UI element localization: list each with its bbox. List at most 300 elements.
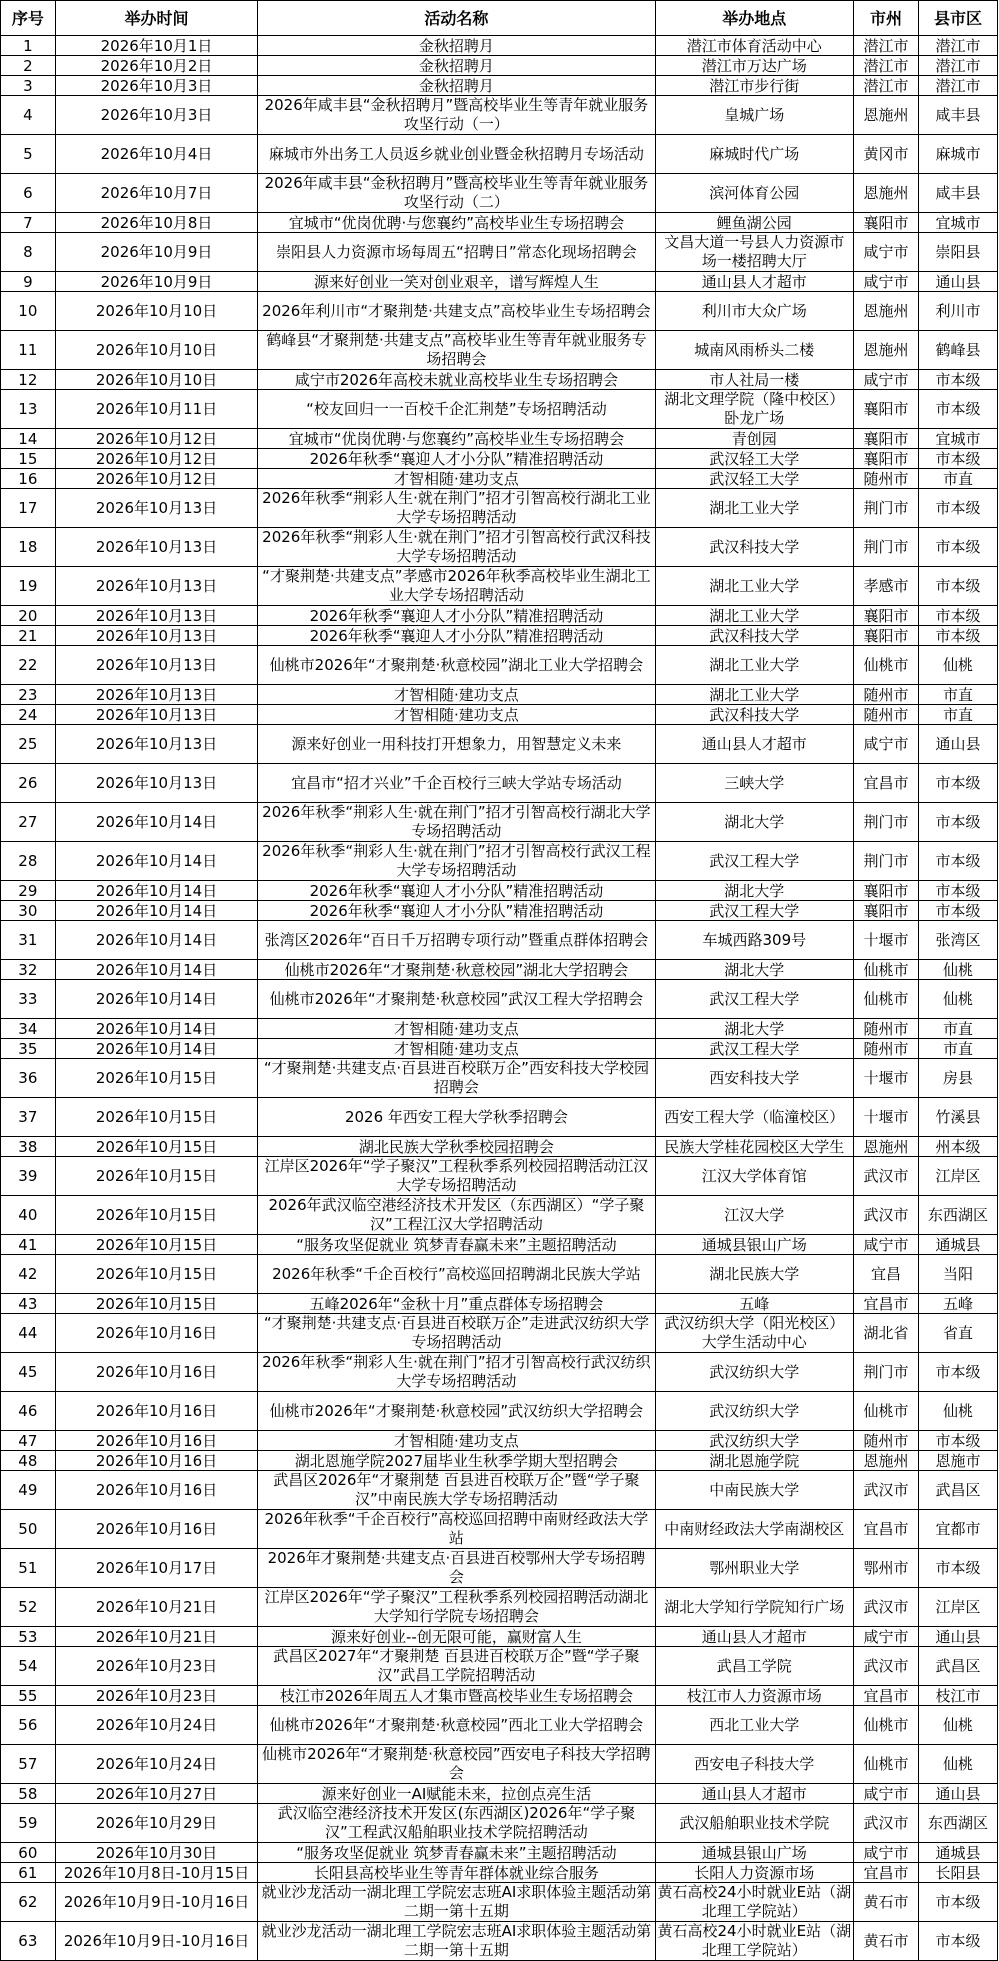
cell-district: 市本级 xyxy=(918,842,997,881)
cell-index: 13 xyxy=(1,390,56,429)
cell-event-name: 2026年利川市“才聚荆楚·共建支点”高校毕业生专场招聘会 xyxy=(258,292,655,331)
cell-district: 通城县 xyxy=(918,1843,997,1863)
cell-index: 32 xyxy=(1,960,56,980)
table-row xyxy=(1,1235,998,1255)
cell-index: 38 xyxy=(1,1137,56,1157)
cell-event-name: 就业沙龙活动一湖北理工学院宏志班AI求职体验主题活动第二期一第十五期 xyxy=(258,1922,655,1961)
cell-event-name: 源来好创业一笑对创业艰辛，谱写辉煌人生 xyxy=(258,272,655,292)
cell-index: 52 xyxy=(1,1588,56,1627)
cell-index: 5 xyxy=(1,135,56,174)
cell-city: 武汉市 xyxy=(854,1647,919,1686)
cell-city: 宜昌市 xyxy=(854,1686,919,1706)
cell-time: 2026年10月2日 xyxy=(55,56,258,76)
table-row xyxy=(1,96,998,135)
cell-venue: 三峡大学 xyxy=(655,764,854,803)
table-row xyxy=(1,76,998,96)
cell-time: 2026年10月7日 xyxy=(55,174,258,213)
table-row xyxy=(1,272,998,292)
cell-venue: 通山县人才超市 xyxy=(655,1784,854,1804)
cell-index: 62 xyxy=(1,1883,56,1922)
cell-index: 3 xyxy=(1,76,56,96)
cell-time: 2026年10月11日 xyxy=(55,390,258,429)
cell-venue: 武汉纺织大学 xyxy=(655,1353,854,1392)
cell-district: 市直 xyxy=(918,685,997,705)
table-row xyxy=(1,1922,998,1961)
cell-index: 33 xyxy=(1,980,56,1019)
cell-event-name: 2026年秋季“荆彩人生·就在荆门”招才引智高校行湖北大学专场招聘活动 xyxy=(258,803,655,842)
cell-city: 潜江市 xyxy=(854,56,919,76)
cell-city: 咸宁市 xyxy=(854,1235,919,1255)
cell-city: 荆门市 xyxy=(854,842,919,881)
cell-time: 2026年10月15日 xyxy=(55,1059,258,1098)
cell-index: 1 xyxy=(1,36,56,56)
cell-event-name: 仙桃市2026年“才聚荆楚·秋意校园”西北工业大学招聘会 xyxy=(258,1706,655,1745)
cell-district: 崇阳县 xyxy=(918,233,997,272)
cell-district: 武昌区 xyxy=(918,1647,997,1686)
cell-event-name: 宜昌市“招才兴业”千企百校行三峡大学站专场活动 xyxy=(258,764,655,803)
cell-index: 43 xyxy=(1,1294,56,1314)
cell-index: 55 xyxy=(1,1686,56,1706)
cell-event-name: 武昌区2027年“才聚荆楚 百县进百校联万企”暨“学子聚汉”武昌工学院招聘活动 xyxy=(258,1647,655,1686)
cell-event-name: 仙桃市2026年“才聚荆楚·秋意校园”湖北大学招聘会 xyxy=(258,960,655,980)
cell-venue: 车城西路309号 xyxy=(655,921,854,960)
cell-district: 张湾区 xyxy=(918,921,997,960)
cell-index: 49 xyxy=(1,1471,56,1510)
cell-district: 鹤峰县 xyxy=(918,331,997,370)
cell-time: 2026年10月9日 xyxy=(55,272,258,292)
cell-district: 五峰 xyxy=(918,1294,997,1314)
table-row xyxy=(1,1353,998,1392)
cell-district: 市本级 xyxy=(918,567,997,606)
cell-event-name: 2026年才聚荆楚·共建支点·百县进百校鄂州大学专场招聘会 xyxy=(258,1549,655,1588)
cell-time: 2026年10月15日 xyxy=(55,1137,258,1157)
cell-time: 2026年10月13日 xyxy=(55,489,258,528)
cell-venue: 武汉科技大学 xyxy=(655,705,854,725)
cell-district: 市本级 xyxy=(918,1353,997,1392)
cell-event-name: 湖北民族大学秋季校园招聘会 xyxy=(258,1137,655,1157)
cell-event-name: 仙桃市2026年“才聚荆楚·秋意校园”湖北工业大学招聘会 xyxy=(258,646,655,685)
cell-venue: 湖北大学知行学院知行广场 xyxy=(655,1588,854,1627)
table-row xyxy=(1,1627,998,1647)
cell-event-name: 源来好创业一AI赋能未来，拉创点亮生活 xyxy=(258,1784,655,1804)
cell-city: 恩施州 xyxy=(854,292,919,331)
cell-time: 2026年10月13日 xyxy=(55,764,258,803)
cell-time: 2026年10月30日 xyxy=(55,1843,258,1863)
table-row xyxy=(1,331,998,370)
cell-city: 襄阳市 xyxy=(854,429,919,449)
cell-event-name: 才智相随·建功支点 xyxy=(258,705,655,725)
cell-district: 江岸区 xyxy=(918,1157,997,1196)
cell-index: 28 xyxy=(1,842,56,881)
cell-venue: 西安工程大学（临潼校区） xyxy=(655,1098,854,1137)
cell-venue: 通山县人才超市 xyxy=(655,1627,854,1647)
cell-index: 29 xyxy=(1,881,56,901)
cell-time: 2026年10月1日 xyxy=(55,36,258,56)
cell-index: 58 xyxy=(1,1784,56,1804)
table-row xyxy=(1,1588,998,1627)
cell-city: 潜江市 xyxy=(854,36,919,56)
cell-district: 州本级 xyxy=(918,1137,997,1157)
cell-index: 56 xyxy=(1,1706,56,1745)
cell-venue: 枝江市人力资源市场 xyxy=(655,1686,854,1706)
cell-time: 2026年10月13日 xyxy=(55,685,258,705)
cell-index: 17 xyxy=(1,489,56,528)
cell-event-name: 武昌区2026年“才聚荆楚 百县进百校联万企”暨“学子聚汉”中南民族大学专场招聘活动 xyxy=(258,1471,655,1510)
table-row xyxy=(1,1431,998,1451)
cell-city: 襄阳市 xyxy=(854,626,919,646)
table-row xyxy=(1,370,998,390)
cell-time: 2026年10月8日-10月15日 xyxy=(55,1863,258,1883)
cell-district: 利川市 xyxy=(918,292,997,331)
cell-event-name: 麻城市外出务工人员返乡就业创业暨金秋招聘月专场活动 xyxy=(258,135,655,174)
cell-time: 2026年10月12日 xyxy=(55,449,258,469)
cell-district: 仙桃 xyxy=(918,1745,997,1784)
cell-index: 39 xyxy=(1,1157,56,1196)
cell-event-name: 江岸区2026年“学子聚汉”工程秋季系列校园招聘活动湖北大学知行学院专场招聘会 xyxy=(258,1588,655,1627)
cell-city: 仙桃市 xyxy=(854,1392,919,1431)
cell-city: 咸宁市 xyxy=(854,1843,919,1863)
cell-city: 仙桃市 xyxy=(854,1706,919,1745)
cell-district: 市本级 xyxy=(918,1431,997,1451)
table-row xyxy=(1,1883,998,1922)
table-row xyxy=(1,528,998,567)
cell-venue: 潜江市万达广场 xyxy=(655,56,854,76)
cell-time: 2026年10月15日 xyxy=(55,1235,258,1255)
cell-index: 14 xyxy=(1,429,56,449)
cell-time: 2026年10月24日 xyxy=(55,1706,258,1745)
table-row xyxy=(1,1647,998,1686)
cell-venue: 湖北工业大学 xyxy=(655,606,854,626)
table-row xyxy=(1,1196,998,1235)
cell-time: 2026年10月17日 xyxy=(55,1549,258,1588)
cell-venue: 西安科技大学 xyxy=(655,1059,854,1098)
cell-city: 恩施州 xyxy=(854,1451,919,1471)
cell-index: 63 xyxy=(1,1922,56,1961)
cell-venue: 武汉工程大学 xyxy=(655,842,854,881)
cell-city: 仙桃市 xyxy=(854,980,919,1019)
table-row xyxy=(1,960,998,980)
cell-city: 恩施州 xyxy=(854,174,919,213)
cell-venue: 麻城时代广场 xyxy=(655,135,854,174)
cell-district: 通山县 xyxy=(918,1784,997,1804)
cell-district: 当阳 xyxy=(918,1255,997,1294)
cell-district: 咸丰县 xyxy=(918,174,997,213)
cell-event-name: 就业沙龙活动一湖北理工学院宏志班AI求职体验主题活动第二期一第十五期 xyxy=(258,1883,655,1922)
cell-event-name: “才聚荆楚·共建支点·百县进百校联万企”走进武汉纺织大学专场招聘活动 xyxy=(258,1314,655,1353)
cell-time: 2026年10月9日-10月16日 xyxy=(55,1883,258,1922)
cell-index: 4 xyxy=(1,96,56,135)
cell-event-name: 2026年秋季“襄迎人才小分队”精准招聘活动 xyxy=(258,881,655,901)
cell-venue: 利川市大众广场 xyxy=(655,292,854,331)
cell-index: 41 xyxy=(1,1235,56,1255)
table-row xyxy=(1,1098,998,1137)
table-row xyxy=(1,1510,998,1549)
cell-venue: 武汉轻工大学 xyxy=(655,469,854,489)
table-row xyxy=(1,1392,998,1431)
cell-time: 2026年10月14日 xyxy=(55,901,258,921)
cell-venue: 西北工业大学 xyxy=(655,1706,854,1745)
table-row xyxy=(1,1039,998,1059)
cell-time: 2026年10月21日 xyxy=(55,1588,258,1627)
cell-index: 19 xyxy=(1,567,56,606)
cell-time: 2026年10月10日 xyxy=(55,292,258,331)
cell-event-name: 2026年秋季“千企百校行”高校巡回招聘湖北民族大学站 xyxy=(258,1255,655,1294)
cell-time: 2026年10月13日 xyxy=(55,567,258,606)
cell-venue: 湖北工业大学 xyxy=(655,646,854,685)
cell-time: 2026年10月16日 xyxy=(55,1510,258,1549)
cell-venue: 湖北文理学院（隆中校区）卧龙广场 xyxy=(655,390,854,429)
cell-event-name: 才智相随·建功支点 xyxy=(258,685,655,705)
cell-venue: 武汉纺织大学 xyxy=(655,1392,854,1431)
cell-city: 十堰市 xyxy=(854,1098,919,1137)
cell-venue: 湖北工业大学 xyxy=(655,489,854,528)
cell-district: 枝江市 xyxy=(918,1686,997,1706)
cell-event-name: 仙桃市2026年“才聚荆楚·秋意校园”西安电子科技大学招聘会 xyxy=(258,1745,655,1784)
table-row xyxy=(1,390,998,429)
cell-venue: 湖北工业大学 xyxy=(655,685,854,705)
cell-venue: 湖北民族大学 xyxy=(655,1255,854,1294)
cell-venue: 武昌工学院 xyxy=(655,1647,854,1686)
cell-venue: 湖北恩施学院 xyxy=(655,1451,854,1471)
table-row xyxy=(1,705,998,725)
cell-index: 24 xyxy=(1,705,56,725)
cell-district: 咸丰县 xyxy=(918,96,997,135)
cell-city: 仙桃市 xyxy=(854,960,919,980)
cell-venue: 湖北大学 xyxy=(655,960,854,980)
cell-event-name: 2026年咸丰县“金秋招聘月”暨高校毕业生等青年就业服务攻坚行动（一） xyxy=(258,96,655,135)
cell-time: 2026年10月14日 xyxy=(55,842,258,881)
header-event-name: 活动名称 xyxy=(258,1,655,36)
cell-index: 25 xyxy=(1,725,56,764)
table-row xyxy=(1,1294,998,1314)
cell-event-name: 源来好创业一用科技打开想象力，用智慧定义未来 xyxy=(258,725,655,764)
cell-district: 市本级 xyxy=(918,606,997,626)
cell-venue: 潜江市步行街 xyxy=(655,76,854,96)
table-row xyxy=(1,842,998,881)
cell-event-name: “校友回归一一百校千企汇荆楚”专场招聘活动 xyxy=(258,390,655,429)
cell-event-name: 2026年秋季“荆彩人生·就在荆门”招才引智高校行武汉工程大学专场招聘活动 xyxy=(258,842,655,881)
cell-district: 市直 xyxy=(918,1039,997,1059)
cell-city: 襄阳市 xyxy=(854,881,919,901)
cell-index: 50 xyxy=(1,1510,56,1549)
cell-time: 2026年10月16日 xyxy=(55,1471,258,1510)
cell-venue: 湖北大学 xyxy=(655,881,854,901)
cell-time: 2026年10月16日 xyxy=(55,1451,258,1471)
cell-index: 34 xyxy=(1,1019,56,1039)
cell-district: 市本级 xyxy=(918,881,997,901)
cell-index: 51 xyxy=(1,1549,56,1588)
cell-time: 2026年10月15日 xyxy=(55,1098,258,1137)
table-row xyxy=(1,56,998,76)
cell-event-name: 2026年秋季“襄迎人才小分队”精准招聘活动 xyxy=(258,606,655,626)
cell-city: 潜江市 xyxy=(854,76,919,96)
cell-venue: 湖北工业大学 xyxy=(655,567,854,606)
cell-index: 60 xyxy=(1,1843,56,1863)
cell-event-name: 长阳县高校毕业生等青年群体就业综合服务 xyxy=(258,1863,655,1883)
cell-city: 咸宁市 xyxy=(854,1784,919,1804)
cell-city: 荆门市 xyxy=(854,1353,919,1392)
cell-venue: 武汉工程大学 xyxy=(655,1039,854,1059)
cell-event-name: 五峰2026年“金秋十月”重点群体专场招聘会 xyxy=(258,1294,655,1314)
table-row xyxy=(1,921,998,960)
header-district: 县市区 xyxy=(918,1,997,36)
cell-time: 2026年10月10日 xyxy=(55,370,258,390)
table-row xyxy=(1,449,998,469)
table-row xyxy=(1,626,998,646)
cell-index: 45 xyxy=(1,1353,56,1392)
cell-district: 宜都市 xyxy=(918,1510,997,1549)
cell-district: 市本级 xyxy=(918,370,997,390)
cell-index: 8 xyxy=(1,233,56,272)
cell-city: 孝感市 xyxy=(854,567,919,606)
cell-venue: 武汉轻工大学 xyxy=(655,449,854,469)
cell-district: 宜城市 xyxy=(918,429,997,449)
cell-venue: 江汉大学 xyxy=(655,1196,854,1235)
cell-district: 市本级 xyxy=(918,803,997,842)
cell-time: 2026年10月16日 xyxy=(55,1431,258,1451)
cell-index: 54 xyxy=(1,1647,56,1686)
cell-event-name: 2026年秋季“襄迎人才小分队”精准招聘活动 xyxy=(258,901,655,921)
cell-time: 2026年10月21日 xyxy=(55,1627,258,1647)
cell-time: 2026年10月23日 xyxy=(55,1686,258,1706)
cell-time: 2026年10月14日 xyxy=(55,980,258,1019)
cell-index: 57 xyxy=(1,1745,56,1784)
cell-district: 市本级 xyxy=(918,1549,997,1588)
cell-venue: 滨河体育公园 xyxy=(655,174,854,213)
cell-district: 潜江市 xyxy=(918,36,997,56)
cell-event-name: 2026 年西安工程大学秋季招聘会 xyxy=(258,1098,655,1137)
cell-venue: 黄石高校24小时就业E站（湖北理工学院站） xyxy=(655,1922,854,1961)
cell-district: 仙桃 xyxy=(918,1392,997,1431)
table-row xyxy=(1,489,998,528)
cell-time: 2026年10月13日 xyxy=(55,606,258,626)
cell-index: 9 xyxy=(1,272,56,292)
cell-city: 随州市 xyxy=(854,469,919,489)
cell-venue: 武汉纺织大学 xyxy=(655,1431,854,1451)
cell-district: 江岸区 xyxy=(918,1588,997,1627)
cell-district: 东西湖区 xyxy=(918,1196,997,1235)
cell-time: 2026年10月27日 xyxy=(55,1784,258,1804)
table-row xyxy=(1,1451,998,1471)
cell-venue: 武汉科技大学 xyxy=(655,626,854,646)
table-row xyxy=(1,606,998,626)
cell-time: 2026年10月14日 xyxy=(55,1039,258,1059)
cell-index: 40 xyxy=(1,1196,56,1235)
cell-time: 2026年10月13日 xyxy=(55,626,258,646)
cell-venue: 城南风雨桥头二楼 xyxy=(655,331,854,370)
table-row xyxy=(1,1804,998,1843)
cell-time: 2026年10月16日 xyxy=(55,1392,258,1431)
cell-event-name: “服务攻坚促就业 筑梦青春赢未来”主题招聘活动 xyxy=(258,1235,655,1255)
table-row xyxy=(1,1784,998,1804)
cell-district: 仙桃 xyxy=(918,646,997,685)
cell-time: 2026年10月9日 xyxy=(55,233,258,272)
cell-district: 通山县 xyxy=(918,1627,997,1647)
table-row xyxy=(1,1059,998,1098)
cell-district: 省直 xyxy=(918,1314,997,1353)
cell-event-name: 湖北恩施学院2027届毕业生秋季学期大型招聘会 xyxy=(258,1451,655,1471)
header-row xyxy=(1,1,998,36)
table-row xyxy=(1,213,998,233)
table-row xyxy=(1,646,998,685)
cell-city: 襄阳市 xyxy=(854,390,919,429)
cell-city: 随州市 xyxy=(854,1019,919,1039)
cell-district: 仙桃 xyxy=(918,1706,997,1745)
cell-city: 荆门市 xyxy=(854,489,919,528)
cell-venue: 通山县人才超市 xyxy=(655,272,854,292)
cell-district: 市本级 xyxy=(918,489,997,528)
cell-city: 湖北省 xyxy=(854,1314,919,1353)
cell-district: 东西湖区 xyxy=(918,1804,997,1843)
cell-district: 宜城市 xyxy=(918,213,997,233)
cell-time: 2026年10月10日 xyxy=(55,331,258,370)
cell-city: 武汉市 xyxy=(854,1588,919,1627)
cell-city: 随州市 xyxy=(854,705,919,725)
cell-index: 47 xyxy=(1,1431,56,1451)
cell-time: 2026年10月15日 xyxy=(55,1294,258,1314)
header-city: 市州 xyxy=(854,1,919,36)
cell-event-name: 2026年秋季“荆彩人生·就在荆门”招才引智高校行武汉科技大学专场招聘活动 xyxy=(258,528,655,567)
table-row xyxy=(1,803,998,842)
header-time: 举办时间 xyxy=(55,1,258,36)
cell-time: 2026年10月24日 xyxy=(55,1745,258,1784)
cell-index: 61 xyxy=(1,1863,56,1883)
cell-time: 2026年10月14日 xyxy=(55,921,258,960)
cell-city: 荆门市 xyxy=(854,803,919,842)
cell-city: 襄阳市 xyxy=(854,449,919,469)
table-row xyxy=(1,1745,998,1784)
cell-time: 2026年10月9日-10月16日 xyxy=(55,1922,258,1961)
table-row xyxy=(1,1157,998,1196)
cell-time: 2026年10月23日 xyxy=(55,1647,258,1686)
cell-venue: 青创园 xyxy=(655,429,854,449)
table-row xyxy=(1,1255,998,1294)
cell-index: 26 xyxy=(1,764,56,803)
cell-event-name: 源来好创业--创无限可能，赢财富人生 xyxy=(258,1627,655,1647)
cell-district: 潜江市 xyxy=(918,76,997,96)
cell-index: 20 xyxy=(1,606,56,626)
cell-event-name: “才聚荆楚·共建支点·百县进百校联万企”西安科技大学校园招聘会 xyxy=(258,1059,655,1098)
cell-time: 2026年10月12日 xyxy=(55,469,258,489)
cell-venue: 武汉纺织大学（阳光校区）大学生活动中心 xyxy=(655,1314,854,1353)
header-index: 序号 xyxy=(1,1,56,36)
cell-city: 襄阳市 xyxy=(854,901,919,921)
cell-district: 市本级 xyxy=(918,626,997,646)
table-row xyxy=(1,567,998,606)
cell-time: 2026年10月13日 xyxy=(55,646,258,685)
cell-district: 长阳县 xyxy=(918,1863,997,1883)
cell-event-name: 崇阳县人力资源市场每周五“招聘日”常态化现场招聘会 xyxy=(258,233,655,272)
table-row xyxy=(1,292,998,331)
cell-district: 市本级 xyxy=(918,901,997,921)
cell-city: 黄石市 xyxy=(854,1922,919,1961)
cell-venue: 西安电子科技大学 xyxy=(655,1745,854,1784)
cell-venue: 湖北大学 xyxy=(655,1019,854,1039)
cell-index: 15 xyxy=(1,449,56,469)
cell-time: 2026年10月14日 xyxy=(55,960,258,980)
cell-event-name: 2026年秋季“荆彩人生·就在荆门”招才引智高校行湖北工业大学专场招聘活动 xyxy=(258,489,655,528)
cell-index: 2 xyxy=(1,56,56,76)
cell-venue: 湖北大学 xyxy=(655,803,854,842)
cell-city: 仙桃市 xyxy=(854,646,919,685)
cell-city: 黄石市 xyxy=(854,1883,919,1922)
table-row xyxy=(1,36,998,56)
table-row xyxy=(1,1471,998,1510)
cell-index: 6 xyxy=(1,174,56,213)
cell-city: 随州市 xyxy=(854,1431,919,1451)
cell-time: 2026年10月16日 xyxy=(55,1314,258,1353)
cell-event-name: 鹤峰县“才聚荆楚·共建支点”高校毕业生等青年就业服务专场招聘会 xyxy=(258,331,655,370)
